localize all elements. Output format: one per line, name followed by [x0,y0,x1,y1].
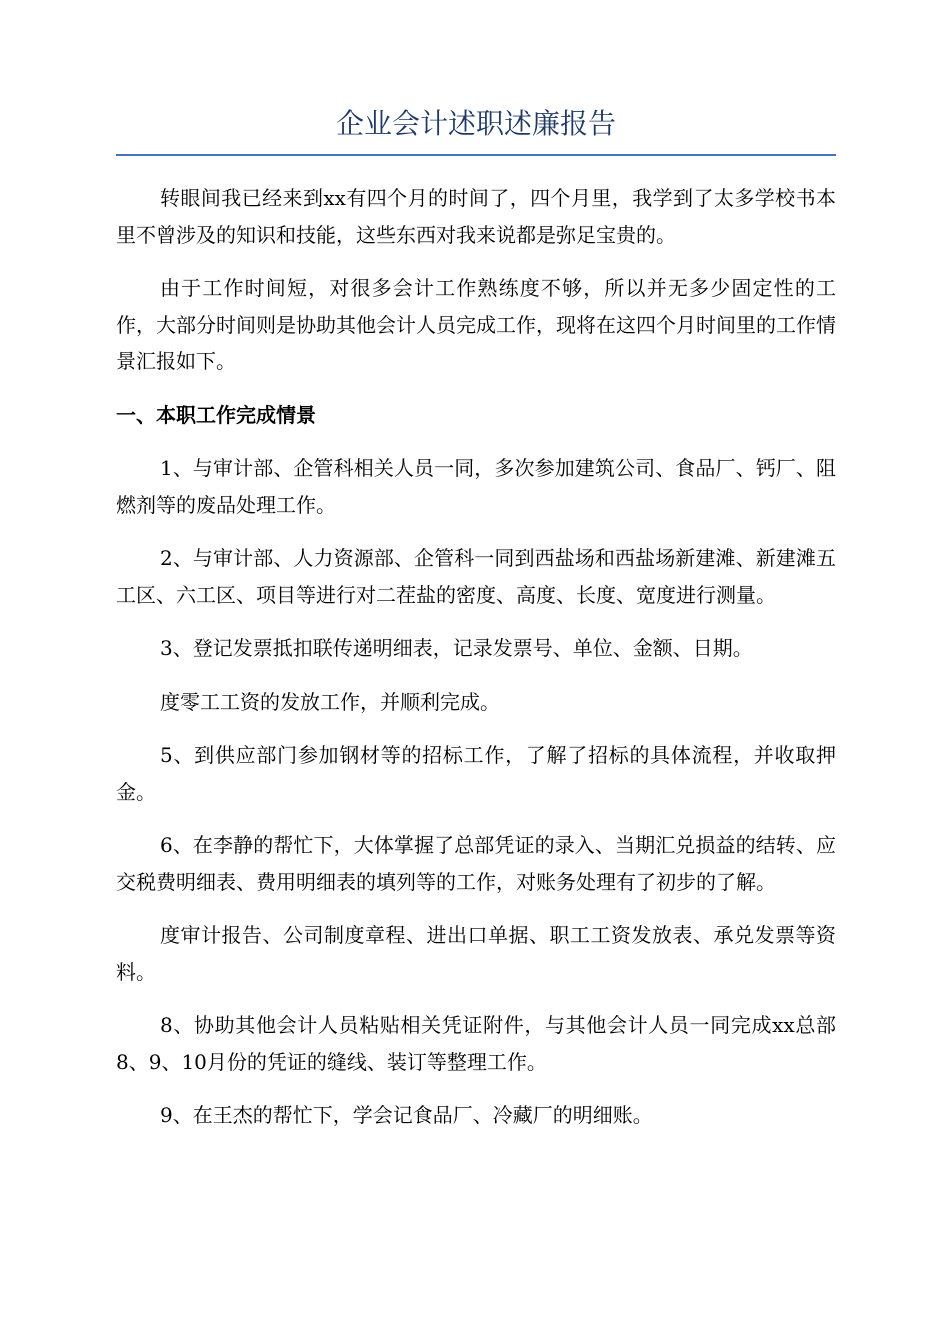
intro-paragraph-2: 由于工作时间短，对很多会计工作熟练度不够，所以并无多少固定性的工作，大部分时间则是协助其他会计人员完成工作，现将在这四个月时间里的工作情景汇报如下。 [116,276,836,373]
list-item-6: 6、在李静的帮忙下，大体掌握了总部凭证的录入、当期汇兑损益的结转、应交税费明细表、费用明细表的填列等的工作，对账务处理有了初步的了解。 [116,833,836,894]
list-item-9: 9、在王杰的帮忙下，学会记食品厂、冷藏厂的明细账。 [160,1103,653,1127]
list-item-8: 8、协助其他会计人员粘贴相关凭证附件，与其他会计人员一同完成xx总部8、9、10月份的凭证的缝线、装订等整理工作。 [116,1013,836,1074]
section-heading: 一、本职工作完成情景 [116,402,316,427]
document-title: 企业会计述职述廉报告 [335,107,616,140]
list-item-1: 1、与审计部、企管科相关人员一同，多次参加建筑公司、食品厂、钙厂、阻燃剂等的废品处理工作。 [116,456,836,517]
list-item-3: 3、登记发票抵扣联传递明细表，记录发票号、单位、金额、日期。 [160,636,753,660]
list-item-4: 度零工工资的发放工作，并顺利完成。 [160,689,500,714]
list-item-2: 2、与审计部、人力资源部、企管科一同到西盐场和西盐场新建滩、新建滩五工区、六工区、项目等进行对二茬盐的密度、高度、长度、宽度进行测量。 [116,546,836,607]
title-underline [116,154,836,156]
list-item-7: 度审计报告、公司制度章程、进出口单据、职工工资发放表、承兑发票等资料。 [116,923,836,984]
document-page [116,100,836,1134]
list-item-5: 5、到供应部门参加钢材等的招标工作，了解了招标的具体流程，并收取押金。 [116,743,836,804]
intro-paragraph-1: 转眼间我已经来到xx有四个月的时间了，四个月里，我学到了太多学校书本里不曾涉及的知识和技能，这些东西对我来说都是弥足宝贵的。 [116,186,836,247]
